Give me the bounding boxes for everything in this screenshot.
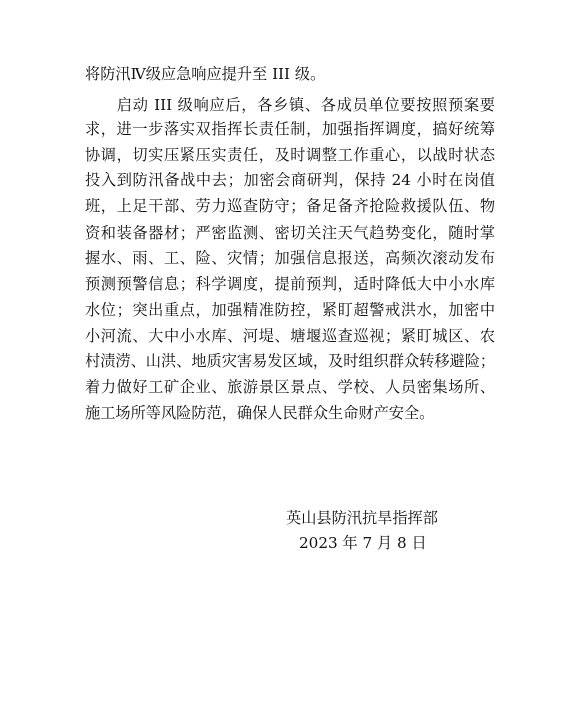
paragraph-line: 投入到防汛备战中去；加密会商研判，保持 24 小时在岗值 bbox=[85, 171, 495, 189]
paragraph-line: 村渍涝、山洪、地质灾害易发区域，及时组织群众转移避险； bbox=[85, 352, 495, 370]
paragraph-line: 班，上足干部、劳力巡查防守；备足备齐抢险救援队伍、物 bbox=[85, 197, 495, 215]
paragraph-line: 将防汛Ⅳ级应急响应提升至 III 级。 bbox=[85, 65, 326, 83]
paragraph-line: 启动 III 级响应后，各乡镇、各成员单位要按照预案要 bbox=[85, 96, 495, 114]
paragraph-line: 求，进一步落实双指挥长责任制，加强指挥调度，搞好统筹 bbox=[85, 120, 495, 138]
paragraph-line: 水位；突出重点，加强精准防控，紧盯超警戒洪水，加密中 bbox=[85, 301, 495, 319]
issue-date: 2023 年 7 月 8 日 bbox=[299, 534, 427, 552]
paragraph-line: 小河流、大中小水库、河堤、塘堰巡查巡视；紧盯城区、农 bbox=[85, 327, 495, 345]
paragraph-line: 握水、雨、工、险、灾情；加强信息报送，高频次滚动发布 bbox=[85, 249, 495, 267]
paragraph-line: 预测预警信息；科学调度，提前预判，适时降低大中小水库 bbox=[85, 275, 495, 293]
paragraph-line: 施工场所等风险防范，确保人民群众生命财产安全。 bbox=[85, 404, 435, 422]
paragraph-line: 资和装备器材；严密监测、密切关注天气趋势变化，随时掌 bbox=[85, 224, 495, 242]
paragraph-line: 着力做好工矿企业、旅游景区景点、学校、人员密集场所、 bbox=[85, 378, 495, 396]
paragraph-line: 协调，切实压紧压实责任，及时调整工作重心，以战时状态 bbox=[85, 146, 495, 164]
issuing-organization: 英山县防汛抗旱指挥部 bbox=[286, 509, 438, 527]
